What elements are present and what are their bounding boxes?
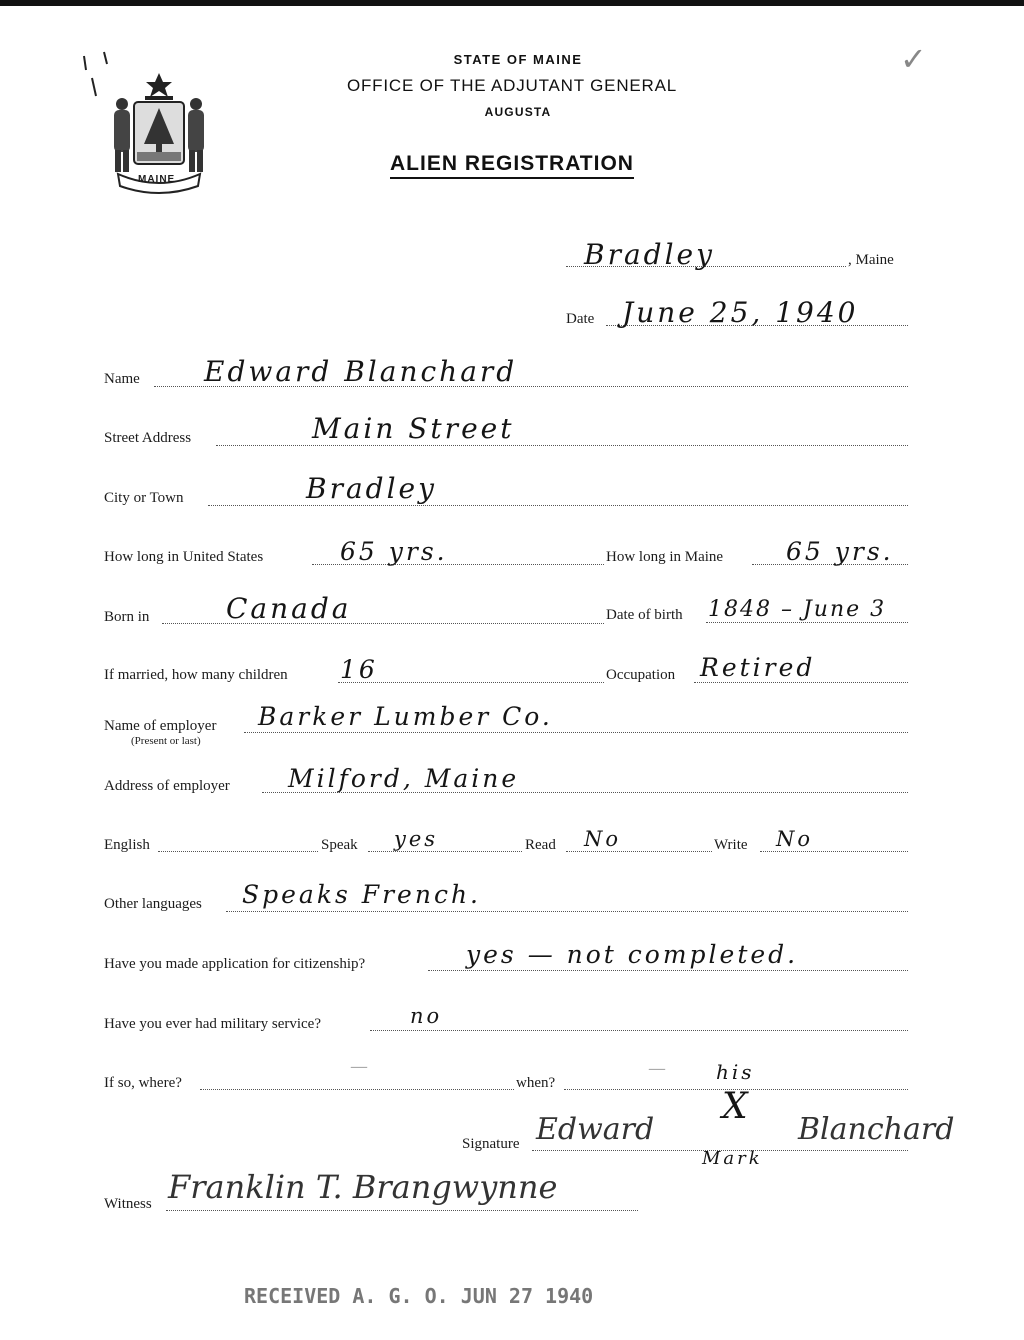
form-title: ALIEN REGISTRATION bbox=[0, 152, 1024, 176]
children-value: 16 bbox=[340, 655, 378, 684]
occupation-value: Retired bbox=[700, 653, 816, 682]
read-line bbox=[566, 851, 712, 852]
dob-value: 1848 – June 3 bbox=[708, 597, 887, 622]
born-in-label: Born in bbox=[104, 609, 150, 625]
top-border bbox=[0, 0, 1024, 6]
born-in-value: Canada bbox=[226, 592, 352, 625]
years-us-value: 65 yrs. bbox=[340, 537, 448, 566]
employer-line bbox=[244, 732, 908, 733]
military-label: Have you ever had military service? bbox=[104, 1016, 321, 1032]
signature-first-name: Edward bbox=[536, 1112, 655, 1147]
speak-label: Speak bbox=[321, 837, 358, 853]
occupation-line bbox=[694, 682, 908, 683]
citizenship-label: Have you made application for citizenship? bbox=[104, 956, 366, 972]
street-label: Street Address bbox=[104, 430, 192, 446]
name-label: Name bbox=[104, 371, 140, 387]
years-us-label: How long in United States bbox=[104, 549, 264, 565]
years-maine-value: 65 yrs. bbox=[786, 537, 894, 566]
write-value: No bbox=[776, 827, 814, 851]
military-value: no bbox=[410, 1004, 443, 1028]
street-line bbox=[216, 445, 908, 446]
children-label: If married, how many children bbox=[104, 667, 288, 683]
employer-label: Name of employer bbox=[104, 718, 217, 734]
signature-his: his bbox=[716, 1060, 755, 1084]
employer-value: Barker Lumber Co. bbox=[258, 702, 553, 731]
where-value: — bbox=[350, 1056, 371, 1077]
date-label: Date bbox=[566, 311, 595, 327]
city-value: Bradley bbox=[306, 472, 437, 505]
english-label: English bbox=[104, 837, 150, 853]
write-label: Write bbox=[714, 837, 748, 853]
read-label: Read bbox=[525, 837, 556, 853]
seal-banner-text: MAINE bbox=[138, 174, 176, 185]
when-label: when? bbox=[516, 1075, 556, 1091]
where-line bbox=[200, 1089, 514, 1090]
dob-line bbox=[706, 622, 908, 623]
children-line bbox=[338, 682, 604, 683]
city-label: City or Town bbox=[104, 490, 184, 506]
read-value: No bbox=[584, 827, 622, 851]
employer-address-value: Milford, Maine bbox=[288, 764, 520, 793]
years-maine-label: How long in Maine bbox=[606, 549, 724, 565]
employer-sublabel: (Present or last) bbox=[131, 735, 201, 747]
dob-label: Date of birth bbox=[606, 607, 683, 623]
speak-value: yes bbox=[394, 827, 439, 851]
check-mark: ✓ bbox=[900, 41, 927, 77]
witness-signature: Franklin T. Brangwynne bbox=[168, 1168, 558, 1206]
citizenship-line bbox=[428, 970, 908, 971]
military-line bbox=[370, 1030, 908, 1031]
employer-address-label: Address of employer bbox=[104, 778, 230, 794]
witness-line bbox=[166, 1210, 638, 1211]
header-state: STATE OF MAINE bbox=[453, 52, 583, 67]
when-value: — bbox=[648, 1058, 669, 1079]
city-line bbox=[208, 505, 908, 506]
occupation-label: Occupation bbox=[606, 667, 676, 683]
other-languages-label: Other languages bbox=[104, 896, 202, 912]
received-stamp: RECEIVED A. G. O. JUN 27 1940 bbox=[244, 1284, 594, 1308]
signature-mark: Mark bbox=[702, 1148, 763, 1169]
other-languages-value: Speaks French. bbox=[242, 880, 481, 909]
date-value: June 25, 1940 bbox=[622, 296, 859, 329]
citizenship-value: yes — not completed. bbox=[466, 940, 799, 969]
signature-label: Signature bbox=[462, 1136, 520, 1152]
street-value: Main Street bbox=[312, 412, 515, 445]
place-suffix: , Maine bbox=[848, 252, 894, 268]
write-line bbox=[760, 851, 908, 852]
signature-last-name: Blanchard bbox=[798, 1112, 955, 1147]
speak-line bbox=[368, 851, 522, 852]
witness-label: Witness bbox=[104, 1196, 152, 1212]
header-city: AUGUSTA bbox=[484, 105, 552, 119]
english-line bbox=[158, 851, 318, 852]
signature-mark-symbol: X bbox=[722, 1086, 748, 1127]
name-value: Edward Blanchard bbox=[204, 355, 518, 388]
other-languages-line bbox=[226, 911, 908, 912]
header-office: OFFICE OF THE ADJUTANT GENERAL bbox=[346, 76, 678, 95]
where-label: If so, where? bbox=[104, 1075, 182, 1091]
place-town: Bradley bbox=[584, 238, 715, 271]
